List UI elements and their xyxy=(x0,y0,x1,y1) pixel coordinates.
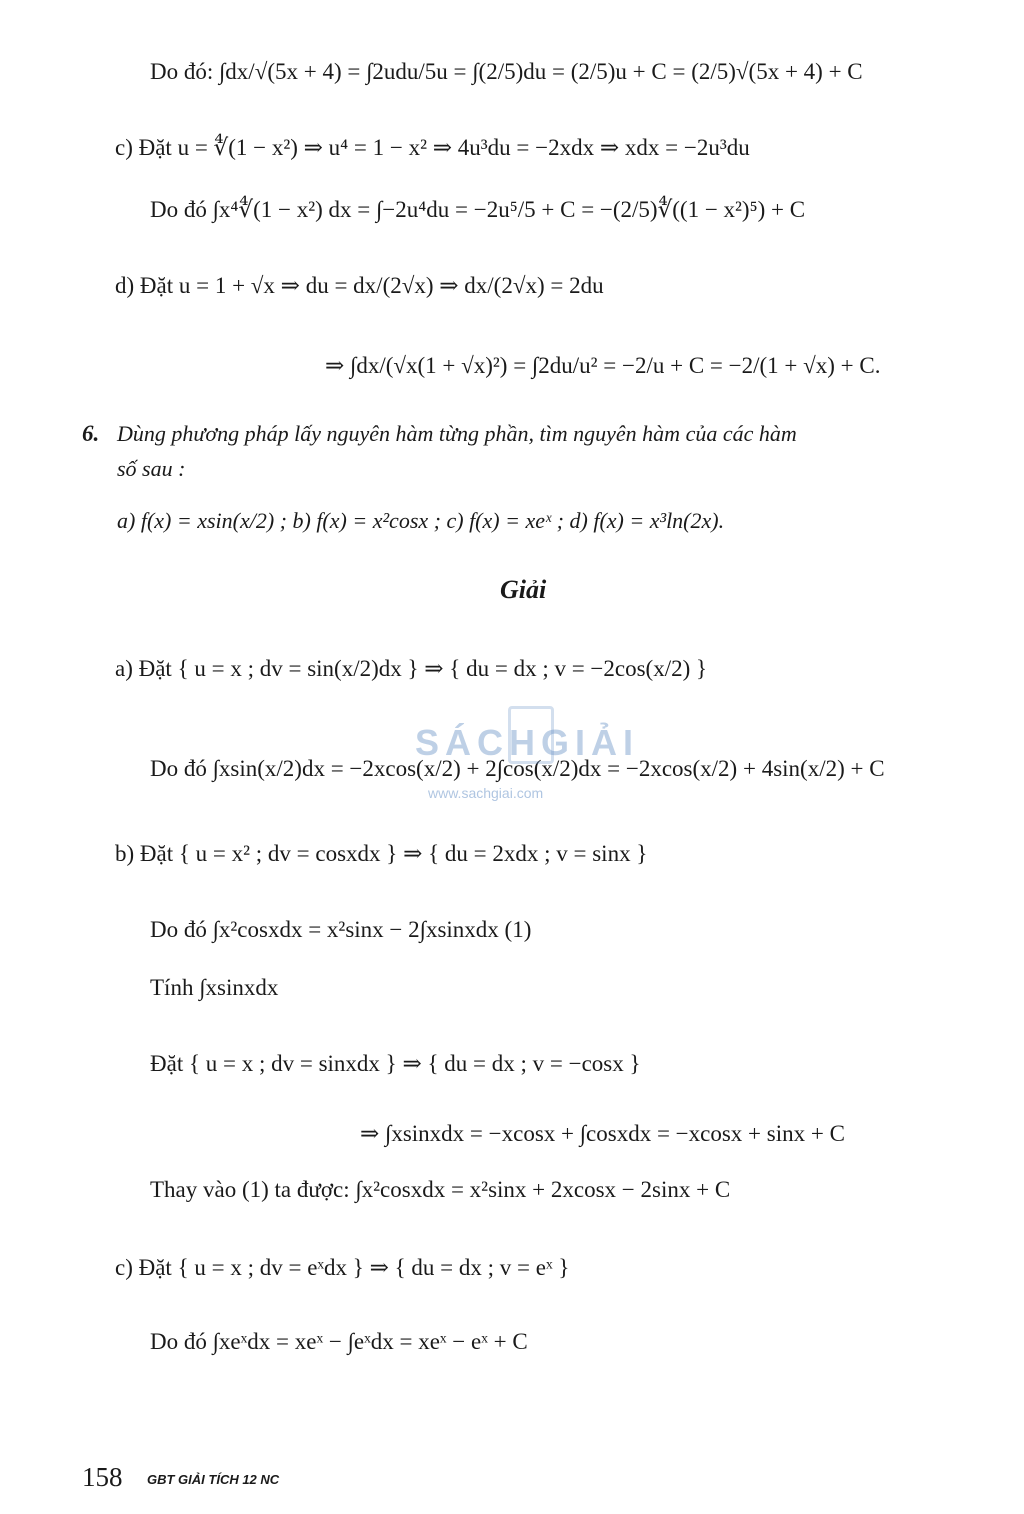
watermark-url: www.sachgiai.com xyxy=(428,785,544,801)
eq-line-sub-result: ⇒ ∫xsinxdx = −xcosx + ∫cosxdx = −xcosx + sinx + C xyxy=(360,1121,845,1146)
eq-line-part-b-result: Thay vào (1) ta được: ∫x²cosxdx = x²sinx + 2xcosx − 2sinx + C xyxy=(150,1177,731,1202)
problem-statement-cont: số sau : xyxy=(117,456,186,481)
eq-line-part-c-result: Do đó ∫x⁴∜(1 − x²) dx = ∫−2u⁴du = −2u⁵/5 + C = −(2/5)∜((1 − x²)⁵) + C xyxy=(150,197,806,222)
page-number: 158 xyxy=(82,1462,123,1492)
part-d-substitution: d) Đặt u = 1 + √x ⇒ du = dx/(2√x) ⇒ dx/(2√x) = 2du xyxy=(115,273,604,298)
watermark-title: SÁCHGIẢI xyxy=(415,722,640,763)
solution-heading: Giải xyxy=(500,575,547,604)
eq-line-compute: Tính ∫xsinxdx xyxy=(150,975,279,1000)
part-c-substitution: c) Đặt u = ∜(1 − x²) ⇒ u⁴ = 1 − x² ⇒ 4u³du = −2xdx ⇒ xdx = −2u³du xyxy=(115,135,750,160)
problem-statement: Dùng phương pháp lấy nguyên hàm từng phần, tìm nguyên hàm của các hàm xyxy=(117,421,797,446)
eq-line-part-a-result: Do đó ∫xsin(x/2)dx = −2xcos(x/2) + 2∫cos(x/2)dx = −2xcos(x/2) + 4sin(x/2) + C xyxy=(150,756,885,781)
problem-functions: a) f(x) = xsin(x/2) ; b) f(x) = x²cosx ; c) f(x) = xeˣ ; d) f(x) = x³ln(2x). xyxy=(117,508,725,533)
part-a-setup: a) Đặt { u = x ; dv = sin(x/2)dx } ⇒ { du = dx ; v = −2cos(x/2) } xyxy=(115,656,708,681)
part-c-setup: c) Đặt { u = x ; dv = eˣdx } ⇒ { du = dx ; v = eˣ } xyxy=(115,1255,570,1280)
part-b-setup: b) Đặt { u = x² ; dv = cosxdx } ⇒ { du = 2xdx ; v = sinx } xyxy=(115,841,648,866)
sub-setup: Đặt { u = x ; dv = sinxdx } ⇒ { du = dx ; v = −cosx } xyxy=(150,1051,641,1076)
eq-line-part-c-final: Do đó ∫xeˣdx = xeˣ − ∫eˣdx = xeˣ − eˣ + C xyxy=(150,1329,528,1354)
problem-number: 6. xyxy=(82,421,100,446)
book-title: GBT GIẢI TÍCH 12 NC xyxy=(147,1472,280,1487)
eq-line-part-b-step1: Do đó ∫x²cosxdx = x²sinx − 2∫xsinxdx (1) xyxy=(150,917,532,942)
eq-line-do-do-integral-sqrt: Do đó: ∫dx/√(5x + 4) = ∫2udu/5u = ∫(2/5)du = (2/5)u + C = (2/5)√(5x + 4) + C xyxy=(150,59,863,84)
eq-line-part-d-result: ⇒ ∫dx/(√x(1 + √x)²) = ∫2du/u² = −2/u + C = −2/(1 + √x) + C. xyxy=(325,353,881,378)
